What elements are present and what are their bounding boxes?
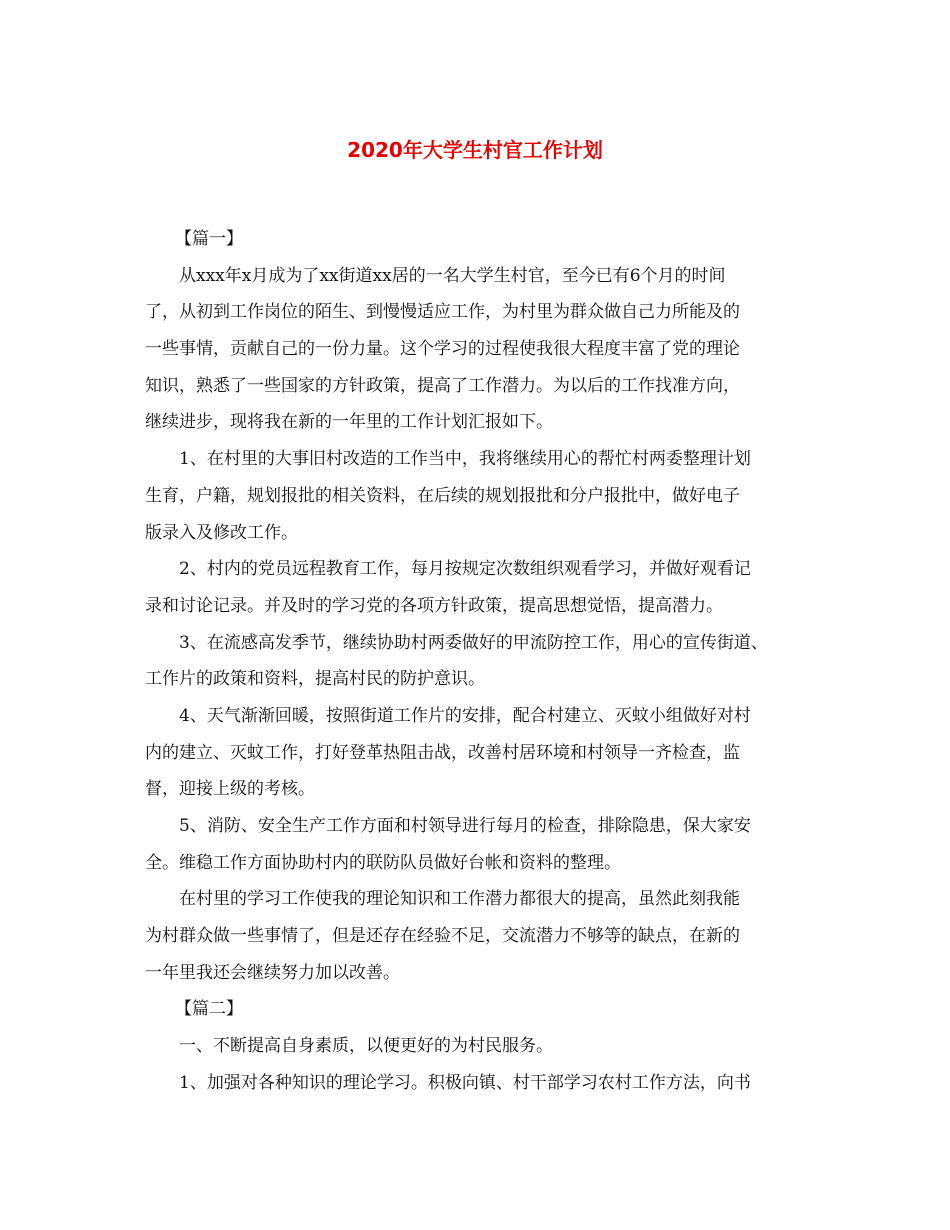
list-item-line: 5、消防、安全生产工作方面和村领导进行每月的检查，排除隐患，保大家安 (179, 816, 751, 836)
paragraph-line: 一、不断提高自身素质，以便更好的为村民服务。 (179, 1036, 553, 1057)
list-item-line: 内的建立、灭蚊工作，打好登革热阻击战，改善村居环境和村领导一齐检查，监 (145, 742, 740, 763)
list-item-line: 生育，户籍，规划报批的相关资料，在后续的规划报批和分户报批中，做好电子 (145, 485, 740, 506)
paragraph-line: 一些事情，贡献自己的一份力量。这个学习的过程使我很大程度丰富了党的理论 (145, 339, 740, 360)
section-heading-1: 【篇一】 (175, 229, 243, 249)
document-title: 2020年大学生村官工作计划 (347, 138, 603, 162)
list-item-line: 版录入及修改工作。 (145, 522, 298, 543)
list-item-line: 1、在村里的大事旧村改造的工作当中，我将继续用心的帮忙村两委整理计划 (179, 449, 751, 470)
list-item-line: 督，迎接上级的考核。 (145, 779, 315, 800)
paragraph-line: 为村群众做一些事情了，但是还存在经验不足，交流潜力不够等的缺点，在新的 (145, 926, 740, 947)
list-item-line: 1、加强对各种知识的理论学习。积极向镇、村干部学习农村工作方法，向书 (179, 1072, 751, 1093)
document-body (145, 221, 815, 1102)
paragraph-line: 知识，熟悉了一些国家的方针政策，提高了工作潜力。为以后的工作找准方向， (145, 375, 740, 396)
list-item-line: 4、天气渐渐回暖，按照街道工作片的安排，配合村建立、灭蚊小组做好对村 (179, 705, 751, 726)
paragraph-line: 一年里我还会继续努力加以改善。 (145, 962, 400, 983)
list-item-line: 2、村内的党员远程教育工作，每月按规定次数组织观看学习，并做好观看记 (179, 559, 751, 580)
list-item-line: 3、在流感高发季节，继续协助村两委做好的甲流防控工作，用心的宣传街道、 (179, 632, 768, 653)
paragraph-line: 从xxx年x月成为了xx街道xx居的一名大学生村官，至今已有6个月的时间 (179, 265, 726, 286)
paragraph-line: 了，从初到工作岗位的陌生、到慢慢适应工作，为村里为群众做自己力所能及的 (145, 302, 740, 323)
section-heading-2: 【篇二】 (175, 999, 243, 1020)
paragraph-line: 在村里的学习工作使我的理论知识和工作潜力都很大的提高，虽然此刻我能 (179, 889, 740, 910)
list-item-line: 录和讨论记录。并及时的学习党的各项方针政策，提高思想觉悟，提高潜力。 (145, 595, 723, 616)
list-item-line: 工作片的政策和资料，提高村民的防护意识。 (145, 669, 485, 690)
list-item-line: 全。维稳工作方面协助村内的联防队员做好台帐和资料的整理。 (145, 852, 621, 873)
paragraph-line: 继续进步，现将我在新的一年里的工作计划汇报如下。 (145, 412, 553, 433)
